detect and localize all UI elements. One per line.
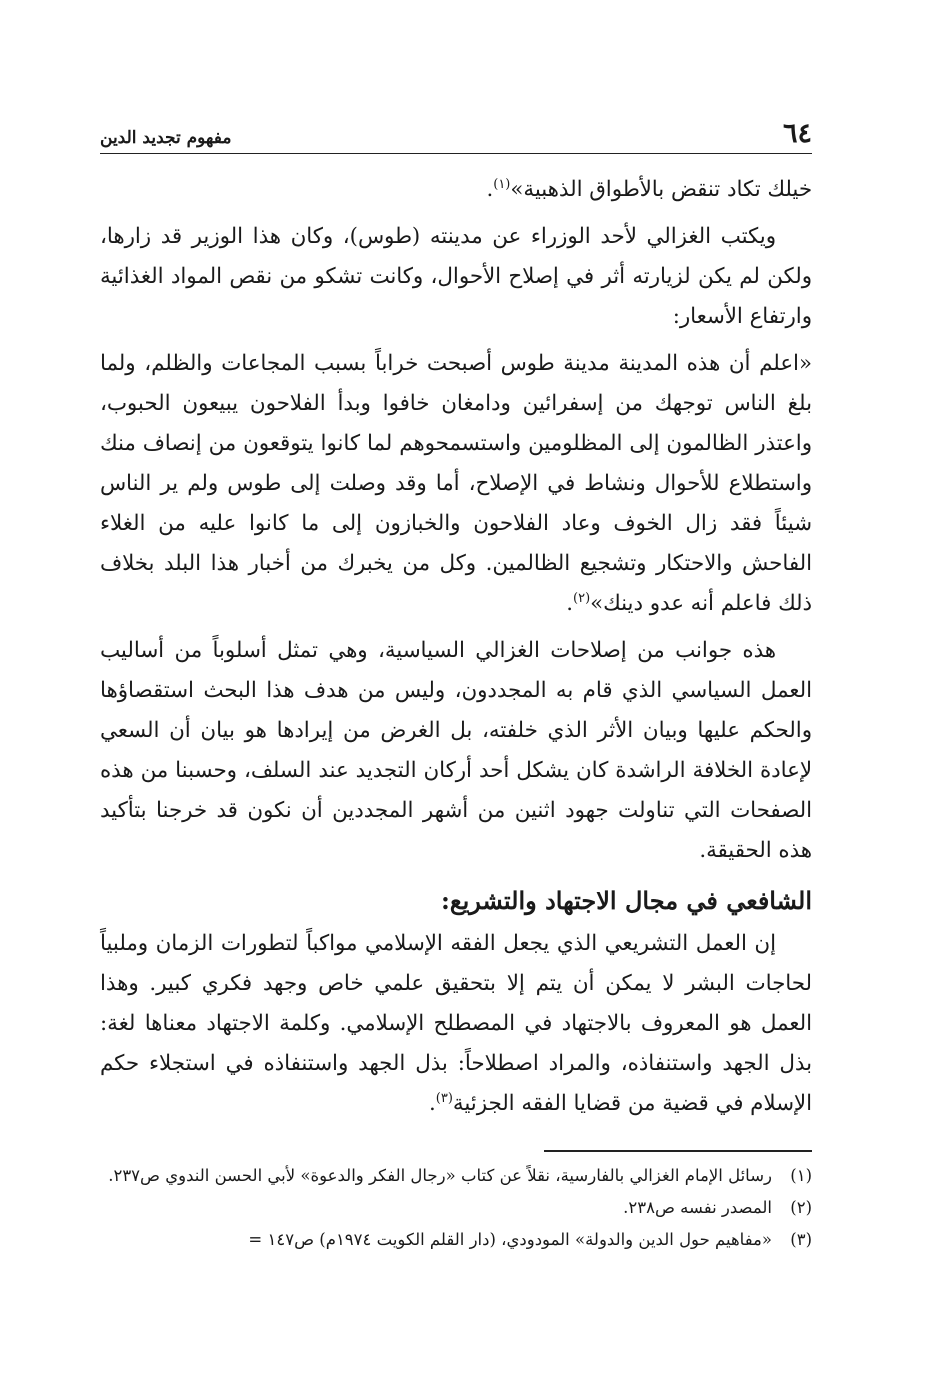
footnote-ref-1: (١)	[493, 176, 511, 192]
paragraph-continuation	[100, 170, 812, 210]
paragraph-end: .	[429, 1091, 436, 1116]
paragraph-3: هذه جوانب من إصلاحات الغزالي السياسية، وهي تمثل أسلوباً من أساليب العمل السياسي الذي قام به المجددون، وليس من هدف هذا البحث استقصاؤها والحكم عليها وبيان الأثر الذي خلفته، بل الغرض من إيرادها هو بيان أن السعي لإعادة الخلافة الراشدة كان يشكل أحد أركان التجديد عند السلف، وحسبنا من هذه الصفحات التي تناولت جهود اثنين من أشهر المجددين أن نكون قد خرجنا بتأكيد هذه الحقيقة.	[100, 638, 812, 863]
footnote-1	[92, 1162, 812, 1190]
paragraph-text: إن العمل التشريعي الذي يجعل الفقه الإسلامي مواكباً لتطورات الزمان وملبياً لحاجات البشر لا يمكن أن يتم إلا بتحقيق علمي خاص وجهد فكري كبير. وهذا العمل هو المعروف بالاجتهاد في المصطلح الإسلامي. وكلمة الاجتهاد معناها لغة: بذل الجهد واستنفاذه، والمراد اصطلاحاً: بذل الجهد واستنفاذه في استجلاء حكم الإسلام في قضية من قضايا الفقه الجزئية	[100, 931, 812, 1116]
footnote-ref-3: (٣)	[435, 1090, 453, 1106]
paragraph-4	[100, 924, 812, 1124]
footnote-number: (١)	[790, 1166, 812, 1185]
footnote-ref-2: (٢)	[573, 590, 591, 606]
footnote-3	[92, 1226, 812, 1254]
footnote-text: رسائل الإمام الغزالي بالفارسية، نقلاً عن كتاب «رجال الفكر والدعوة» لأبي الحسن الندوي ص٢٣٧.	[108, 1166, 772, 1185]
main-text	[100, 170, 812, 1131]
footnote-text: المصدر نفسه ص٢٣٨.	[623, 1198, 772, 1217]
running-header	[100, 108, 812, 154]
footnote-number: (٢)	[790, 1198, 812, 1217]
book-title: مفهوم تجديد الدين	[100, 128, 232, 148]
paragraph-end: .	[486, 177, 494, 202]
footnote-text: «مفاهيم حول الدين والدولة» المودودي، (دار القلم الكويت ١٩٧٤م) ص١٤٧ =	[248, 1230, 772, 1249]
block-quote	[100, 344, 812, 624]
footnotes	[92, 1162, 812, 1258]
footnote-separator	[544, 1150, 812, 1152]
footnote-number: (٣)	[790, 1230, 812, 1249]
paragraph-2: ويكتب الغزالي لأحد الوزراء عن مدينته (طوس)، وكان هذا الوزير قد زارها، ولكن لم يكن لزيارته أثر في إصلاح الأحوال، وكانت تشكو من نقص المواد الغذائية وارتفاع الأسعار:	[100, 224, 812, 329]
page-number: ٦٤	[782, 118, 812, 149]
footnote-2	[92, 1194, 812, 1222]
quote-text: «اعلم أن هذه المدينة مدينة طوس أصبحت خراباً بسبب المجاعات والظلم، ولما بلغ الناس توجهك من إسفرائين ودامغان خافوا وبدأ الفلاحون يبيعون الحبوب، واعتذر الظالمون إلى المظلومين واستسمحوهم لما كانوا يتوقعون من إنصاف منك واستطلاع للأحوال ونشاط في الإصلاح، أما وقد وصلت إلى طوس ولم ير الناس شيئاً فقد زال الخوف وعاد الفلاحون والخبازون إلى ما كانوا عليه من الغلاء الفاحش والاحتكار وتشجيع الظالمين. وكل من يخبرك من أخبار هذا البلد بخلاف ذلك فاعلم أنه عدو دينك»	[100, 351, 812, 616]
paragraph-text: خيلك تكاد تنقض بالأطواق الذهبية»	[510, 177, 812, 202]
section-heading: الشافعي في مجال الاجتهاد والتشريع:	[440, 886, 812, 915]
quote-end: .	[566, 591, 573, 616]
